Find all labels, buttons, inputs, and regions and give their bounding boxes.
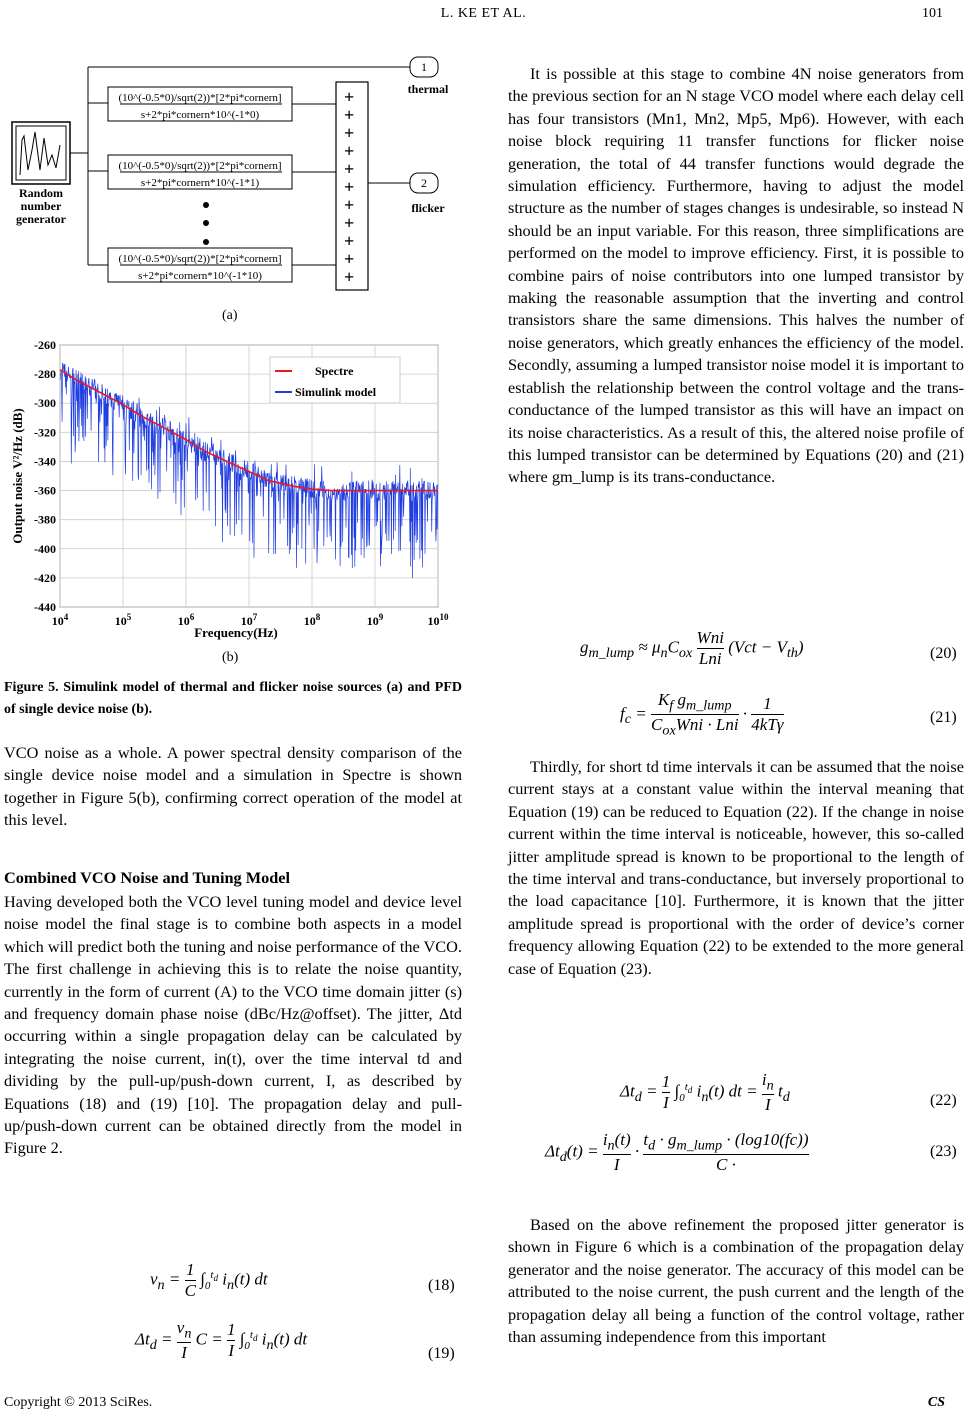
legend-simulink: Simulink model	[295, 385, 377, 399]
out2-label: flicker	[411, 201, 445, 215]
svg-text:+: +	[344, 213, 355, 233]
svg-text:+: +	[344, 141, 355, 161]
rng-label-1: Random	[18, 186, 64, 200]
svg-text:+: +	[344, 87, 355, 107]
equation-18: $v_n$ = $\frac{1}{C}$ $\int_0^{t_d}$ $i_n(t)$ dt	[150, 1260, 268, 1300]
y-axis-label: Output noise V²/Hz (dB)	[10, 408, 25, 544]
left-paragraph-2	[4, 891, 462, 1160]
x-tick-label: $10^7$	[240, 612, 258, 628]
x-tick-label: $10^8$	[303, 612, 321, 628]
block-1-numerator: (10^(-0.5*0)/sqrt(2))*[2*pi*cornern]	[118, 92, 282, 104]
rng-label-2: number	[20, 199, 62, 213]
rng-label-3: generator	[16, 212, 66, 226]
svg-text:+: +	[344, 123, 355, 143]
block-1-denominator: s+2*pi*cornern*10^(-1*0)	[140, 109, 260, 121]
right-para-2-text: Thirdly, for short td time intervals it can be assumed that the noise current stays at a constant value within the interval meaning that Equation (19) can be reduced to Equation (22). If the change in noise current within the time interval is noticeable, however, this so-called jitter amplitude spread is known to be proportional to the length of the time interval and trans-conductance, but inversely proportional to the load capacitance [10]. Furthermore, it is known that the jitter amplitude spread is proportional with the order of device’s corner frequency allowing Equation (22) to be extended to the more general case of Equation (23).	[508, 757, 964, 978]
block-3-denominator: s+2*pi*cornern*10^(-1*10)	[138, 270, 262, 282]
x-tick-label: $10^4$	[51, 612, 69, 628]
y-tick-label: -440	[34, 600, 56, 614]
left-para-1-text: VCO noise as a whole. A power spectral density comparison of the single device noise model and a simulation in Spectre is shown together in Figure 5(b), confirming correct operation of the model at this level.	[4, 743, 462, 830]
right-para-1-text: It is possible at this stage to combine 4N noise generators from the previous section for an N stage VCO model where each delay cell has four transistors (Mn1, Mn2, Mp5, Mp6). However, with each noise block requiring 11 transfer functions for flicker noise generation, the total of 44 transfer functions would degrade the simulation efficiency. Furthermore, having to adjust the model structure as the number of stages changes is undesirable, so instead N should be an input variable. For this reason, three simplifications are performed on the model to improve efficiency. First, it is possible to combine pairs of noise contributors into one lumped transistor by making the reasonable assumption that the inverting and control transistors share the same dimensions. This halves the number of noise generators, which greatly enhances the efficiency of the model. Secondly, assuming a lumped transistor noise model it is important to establish the relationship between the control voltage and the trans-conductance of the lumped transistor as this will have an impact on its noise characteristics. As a result of this, the altered noise profile of this lumped transistor can be determined by Equations (20) and (21) where gm_lump is its trans-conductance.	[508, 64, 964, 487]
equation-22-number: (22)	[930, 1092, 957, 1109]
block-3-numerator: (10^(-0.5*0)/sqrt(2))*[2*pi*cornern]	[118, 253, 282, 265]
svg-text:+: +	[344, 267, 355, 287]
left-paragraph-1	[4, 742, 462, 832]
left-para-2-text: Having developed both the VCO level tuning model and device level noise model the final stage is to combine both aspects in a model which will predict both the tuning and noise performance of the VCO. The first challenge in achieving this is to relate the noise quantity, currently in the form of current (A) to the VCO time domain jitter (s) and frequency domain phase noise (dBc/Hz@offset). The jitter, Δtd occurring within a single propagation delay can be calculated by integrating the noise current, in(t), over the time interval td and dividing by the pull-up/push-down current, I, as described by Equations (18) and (19) [10]. The propagation delay and pull-up/push-down current can be obtained directly from the model in Figure 2.	[4, 892, 462, 1158]
y-tick-label: -260	[34, 338, 56, 352]
equation-20-number: (20)	[930, 645, 957, 662]
section-title: Combined VCO Noise and Tuning Model	[4, 868, 291, 887]
figure-5a-diagram	[0, 40, 470, 300]
svg-text:+: +	[344, 249, 355, 269]
equation-21-number: (21)	[930, 709, 957, 726]
x-tick-label: $10^6$	[177, 612, 195, 628]
out2-number: 2	[421, 176, 427, 190]
y-tick-label: -360	[34, 483, 56, 498]
y-tick-label: -400	[34, 541, 56, 556]
out1-number: 1	[421, 60, 427, 74]
equation-18-number: (18)	[428, 1277, 455, 1294]
y-tick-label: -300	[34, 396, 56, 411]
y-tick-label: -380	[34, 512, 56, 527]
equation-23: $\Delta t_d(t)$ = $\frac{i_n(t)}{I}$ · $t_d \cdot g_{m\_lump} \cdot (\log 10(fc))$ C ·	[545, 1130, 809, 1175]
x-tick-label: $10^{10}$	[427, 612, 449, 628]
svg-text:+: +	[344, 231, 355, 251]
out1-label: thermal	[407, 82, 449, 96]
right-paragraph-1	[508, 63, 964, 489]
y-tick-label: -340	[34, 454, 56, 469]
legend-spectre: Spectre	[315, 364, 354, 378]
equation-19: $\Delta t_d$ = $\frac{v_n}{I}$ C = $\frac{1}{I}$ $\int_0^{t_d}$ $i_n(t)$ dt	[135, 1318, 308, 1363]
equation-21: $f_c$ = $K_f$ $g_{m\_lump}$ $C_{ox}Wni$ · Lni · 1 4kTγ	[620, 690, 784, 739]
svg-text:+: +	[344, 195, 355, 215]
equation-23-number: (23)	[930, 1143, 957, 1160]
page-number: 101	[922, 6, 943, 21]
figure-5b-chart	[0, 335, 470, 645]
x-axis-label: Frequency(Hz)	[194, 625, 278, 640]
y-tick-label: -280	[34, 367, 56, 382]
equation-20: $g_{m\_lump} \approx \mu_nC_{ox}$ Wni Lni $(Vct - V_{th})$	[580, 628, 804, 668]
right-paragraph-3	[508, 1214, 964, 1348]
journal-abbrev: CS	[927, 1395, 945, 1410]
x-tick-label: $10^5$	[114, 612, 132, 628]
y-tick-label: -420	[34, 570, 56, 585]
equation-22: $\Delta t_d$ = $\frac{1}{I}$ $\int_0^{t_d}$ $i_n(t)$ dt = $\frac{i_n}{I}$ $t_d$	[620, 1070, 790, 1115]
figure-5b-label: (b)	[222, 650, 239, 665]
figure-5a-label: (a)	[222, 308, 238, 323]
x-tick-label: $10^9$	[366, 612, 384, 628]
svg-text:+: +	[344, 105, 355, 125]
right-paragraph-2	[508, 756, 964, 980]
running-title: L. KE ET AL.	[440, 6, 527, 21]
figure-caption: Figure 5. Simulink model of thermal and flicker noise sources (a) and PFD of single device noise (b).	[4, 680, 462, 717]
block-2-numerator: (10^(-0.5*0)/sqrt(2))*[2*pi*cornern]	[118, 160, 282, 172]
equation-19-number: (19)	[428, 1345, 455, 1362]
copyright: Copyright © 2013 SciRes.	[4, 1395, 153, 1410]
y-tick-label: -320	[34, 425, 56, 440]
block-2-denominator: s+2*pi*cornern*10^(-1*1)	[140, 177, 260, 189]
running-header	[0, 0, 967, 30]
right-para-3-text: Based on the above refinement the proposed jitter generator is shown in Figure 6 which is a combination of the propagation delay generator and the noise generator. The accuracy of this model can be attributed to the noise current, the push current and the length of the propagation delay all being a function of the control voltage, rather than assuming independence from this important	[508, 1215, 964, 1347]
svg-text:+: +	[344, 177, 355, 197]
svg-text:+: +	[344, 159, 355, 179]
